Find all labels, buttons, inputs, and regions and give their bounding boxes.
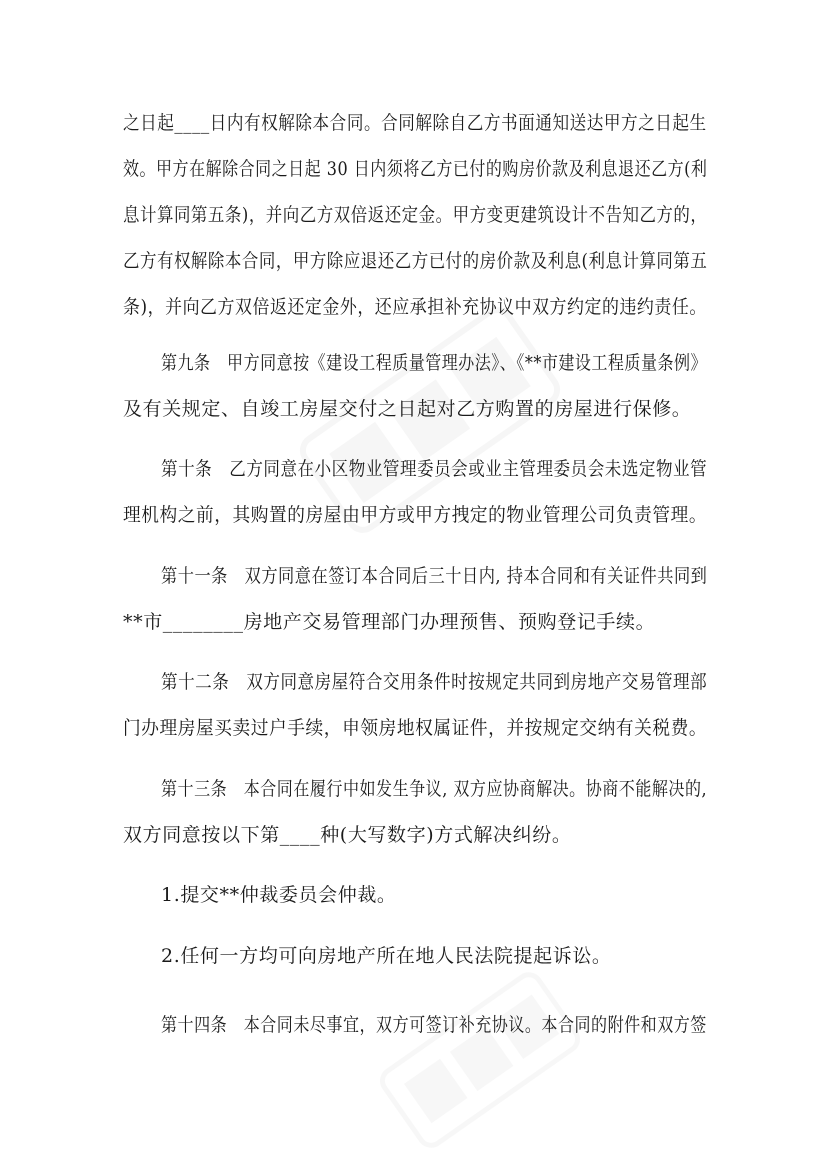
text-line: 门办理房屋买卖过户手续，申领房地权属证件，并按规定交纳有关税费。 — [123, 717, 708, 739]
watermark-logo-bottom — [369, 962, 590, 1159]
text-line: 理机构之前，其购置的房屋由甲方或甲方拽定的物业管理公司负责管理。 — [123, 504, 708, 526]
text-line: 双方同意按以下第____种(大写数字)方式解决纠纷。 — [123, 824, 572, 846]
text-line: 第十一条 双方同意在签订本合同后三十日内, 持本合同和有关证件共同到 — [161, 565, 708, 587]
text-line: 第十四条 本合同未尽事宜，双方可签订补充协议。本合同的附件和双方签 — [161, 1014, 707, 1036]
text-line: 乙方有权解除本合同，甲方除应退还乙方已付的房价款及利息(利息计算同第五 — [123, 250, 708, 272]
text-line: 效。甲方在解除合同之日起 30 日内须将乙方已付的购房价款及利息退还乙方(利 — [123, 158, 708, 180]
text-line: 息计算同第五条)，并向乙方双倍返还定金。甲方变更建筑设计不告知乙方的， — [123, 204, 708, 226]
text-line: 第九条 甲方同意按《建设工程质量管理办法》、《**市建设工程质量条例》 — [161, 352, 708, 374]
text-line: 第十条 乙方同意在小区物业管理委员会或业主管理委员会未选定物业管 — [161, 458, 708, 480]
text-line: 及有关规定、自竣工房屋交付之日起对乙方购置的房屋进行保修。 — [123, 398, 692, 420]
text-line: 之日起____日内有权解除本合同。合同解除自乙方书面通知送达甲方之日起生 — [123, 112, 707, 134]
text-line: 1.提交**仲裁委员会仲裁。 — [161, 884, 397, 906]
text-line: **市________房地产交易管理部门办理预售、预购登记手续。 — [123, 611, 656, 633]
text-line: 第十二条 双方同意房屋符合交用条件时按规定共同到房地产交易管理部 — [161, 671, 708, 693]
text-line: 2.任何一方均可向房地产所在地人民法院提起诉讼。 — [161, 945, 612, 967]
text-line: 第十三条 本合同在履行中如发生争议, 双方应协商解决。协商不能解决的, — [161, 778, 708, 800]
text-line: 条)，并向乙方双倍返还定金外，还应承担补充协议中双方约定的违约责任。 — [123, 296, 707, 318]
